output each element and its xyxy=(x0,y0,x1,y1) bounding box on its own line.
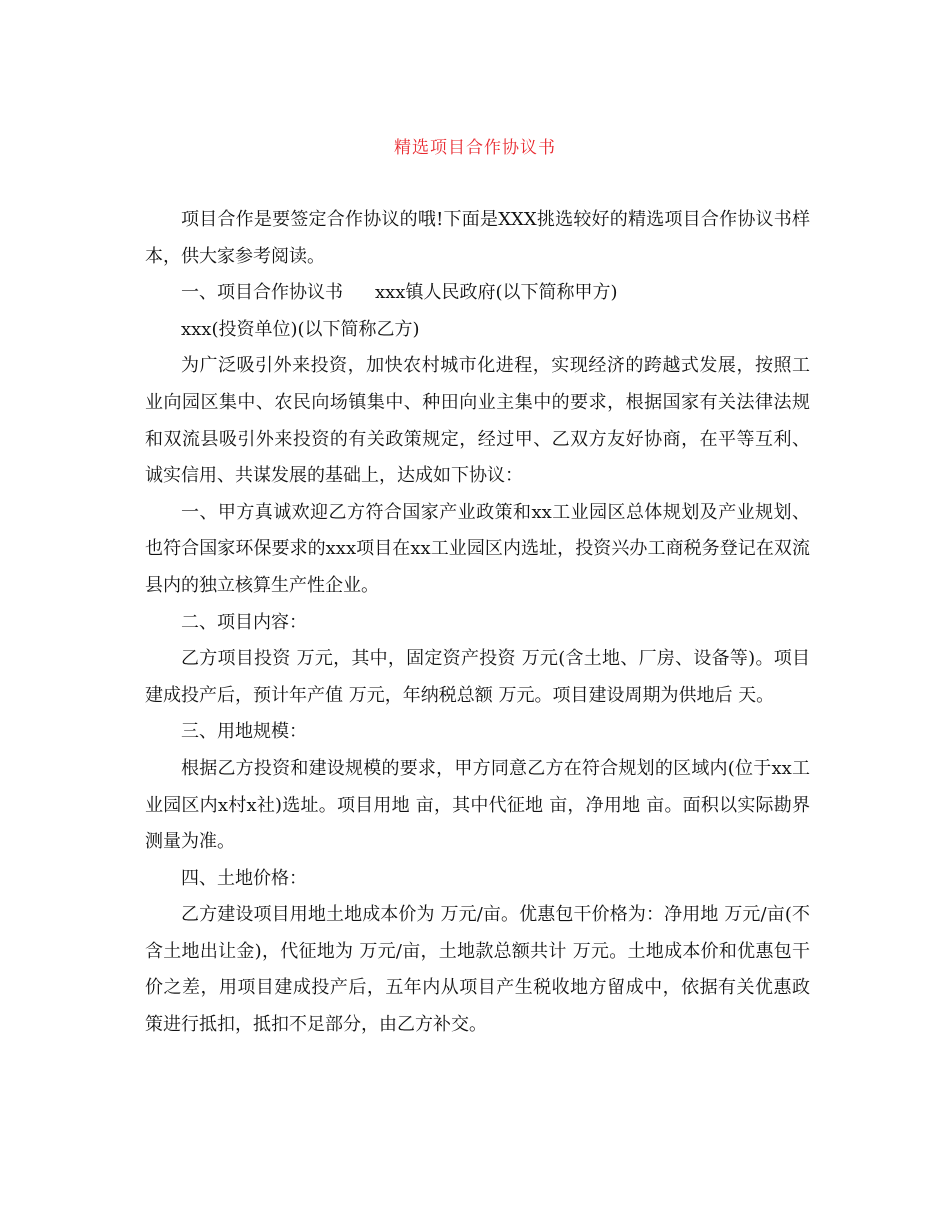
party-a-name: xxx镇人民政府(以下简称甲方) xyxy=(375,282,618,304)
document-body xyxy=(145,202,810,1044)
paragraph-heading: 一、项目合作协议书 xyxy=(181,282,343,304)
paragraph-project-content: 乙方项目投资 万元，其中，固定资产投资 万元(含土地、厂房、设备等)。项目建成投产后，预计年产值 万元，年纳税总额 万元。项目建设周期为供地后 天。 xyxy=(145,648,810,706)
heading-land-price: 四、土地价格： xyxy=(181,867,307,889)
heading-land-scale: 三、用地规模： xyxy=(181,721,307,743)
document-title: 精选项目合作协议书 xyxy=(394,138,556,158)
paragraph-land-price: 乙方建设项目用地土地成本价为 万元/亩。优惠包干价格为：净用地 万元/亩(不含土地出让金)，代征地为 万元/亩，土地款总额共计 万元。土地成本价和优惠包干价之差，用项目建成投产后，五年内从项目产生税收地方留成中，依据有关优惠政策进行抵扣，抵扣不足部分，由乙方补交。 xyxy=(145,904,810,1036)
paragraph-land-scale: 根据乙方投资和建设规模的要求，甲方同意乙方在符合规划的区域内(位于xx工业园区内x村x社)选址。项目用地 亩，其中代征地 亩，净用地 亩。面积以实际勘界测量为准。 xyxy=(145,757,810,853)
heading-project-content: 二、项目内容： xyxy=(181,611,307,633)
paragraph-intro: 项目合作是要签定合作协议的哦!下面是XXX挑选较好的精选项目合作协议书样本，供大家参考阅读。 xyxy=(145,209,810,267)
paragraph-preamble: 为广泛吸引外来投资，加快农村城市化进程，实现经济的跨越式发展，按照工业向园区集中、农民向场镇集中、种田向业主集中的要求，根据国家有关法律法规和双流县吸引外来投资的有关政策规定，经过甲、乙双方友好协商，在平等互利、诚实信用、共谋发展的基础上，达成如下协议： xyxy=(145,355,810,487)
paragraph-party-a xyxy=(145,275,810,312)
paragraph-party-b: xxx(投资单位)(以下简称乙方) xyxy=(181,318,420,340)
paragraph-clause-1: 一、甲方真诚欢迎乙方符合国家产业政策和xx工业园区总体规划及产业规划、也符合国家环保要求的xxx项目在xx工业园区内选址，投资兴办工商税务登记在双流县内的独立核算生产性企业。 xyxy=(145,501,810,596)
